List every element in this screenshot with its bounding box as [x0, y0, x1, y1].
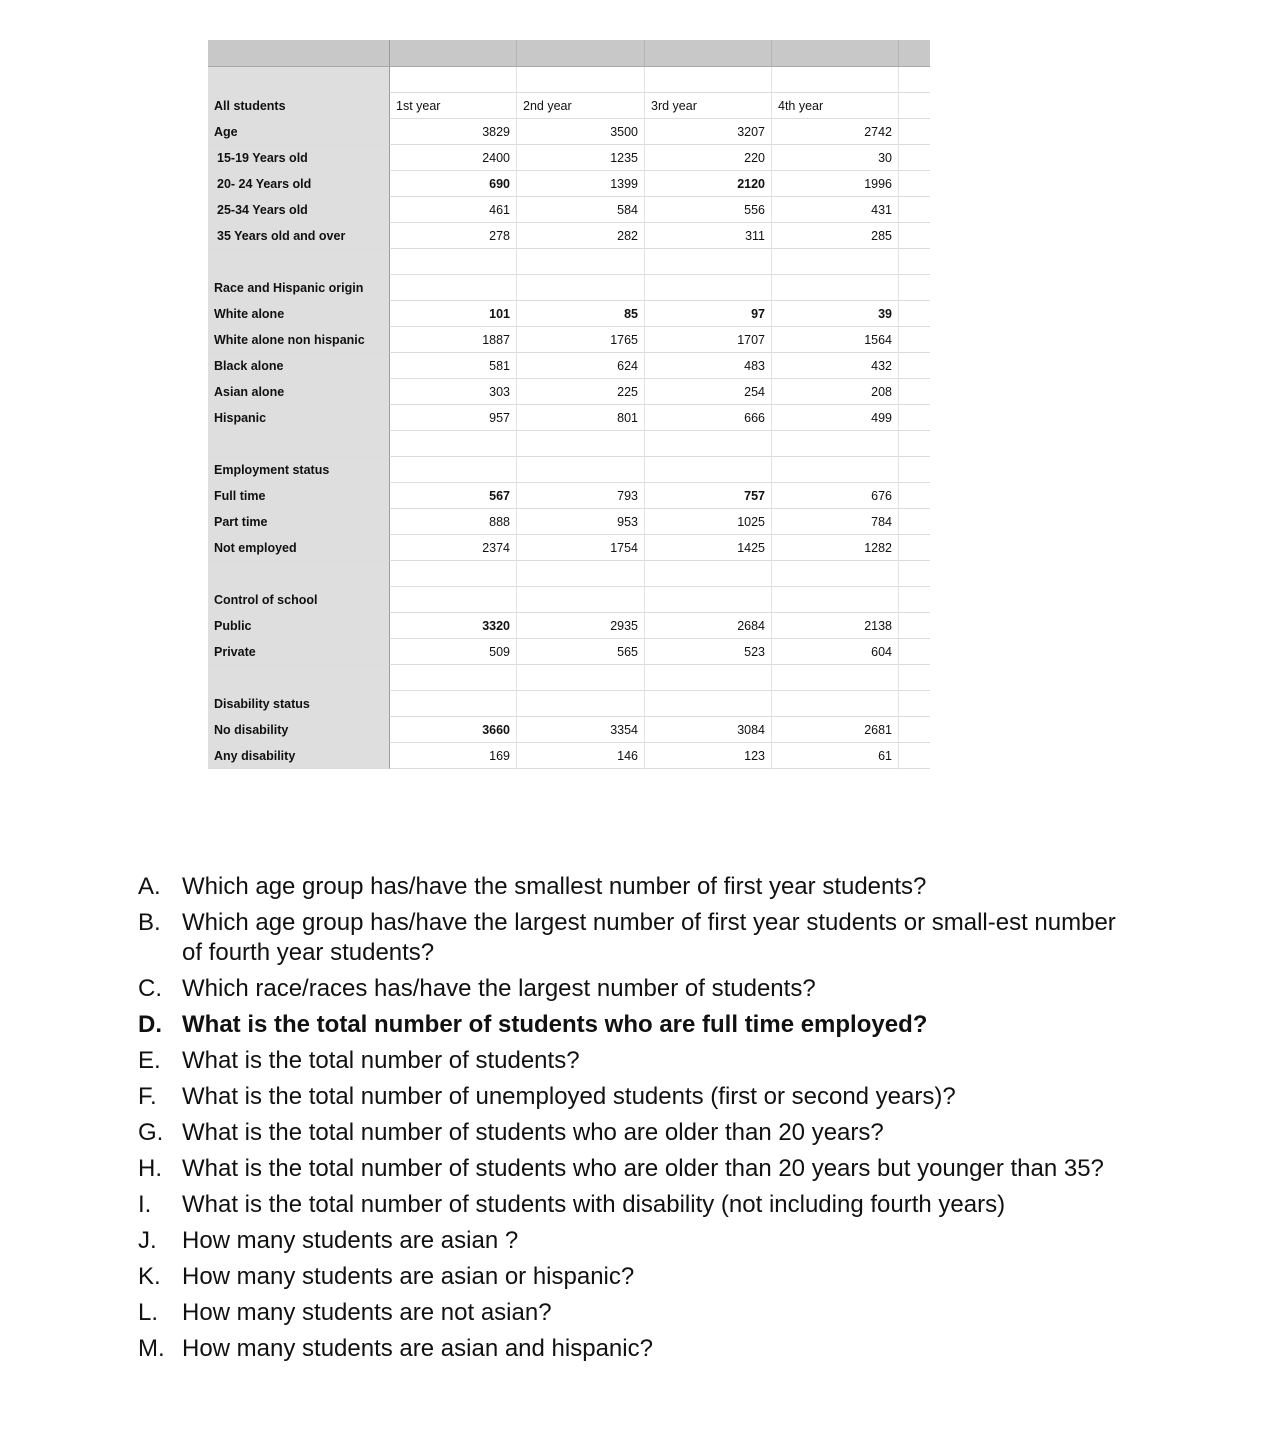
value-cell[interactable]: 624: [517, 353, 645, 379]
row-label[interactable]: 20- 24 Years old: [208, 171, 390, 197]
value-cell[interactable]: 1707: [645, 327, 772, 353]
table-row: [208, 483, 930, 509]
question-letter: M.: [138, 1335, 165, 1362]
spreadsheet-table: [208, 40, 930, 769]
row-label[interactable]: [208, 665, 390, 691]
year-header-2[interactable]: 2nd year: [517, 93, 645, 119]
value-cell[interactable]: [772, 691, 899, 717]
value-cell[interactable]: [390, 691, 517, 717]
table-row: [208, 457, 930, 483]
question-item: [138, 1010, 1118, 1040]
cell[interactable]: [517, 67, 645, 93]
value-cell[interactable]: 220: [645, 145, 772, 171]
value-cell[interactable]: 499: [772, 405, 899, 431]
table-row: [208, 275, 930, 301]
cell[interactable]: [899, 67, 930, 93]
value-cell[interactable]: 3660: [390, 717, 517, 743]
value-cell[interactable]: [645, 457, 772, 483]
value-cell[interactable]: 278: [390, 223, 517, 249]
row-label[interactable]: [208, 431, 390, 457]
table-row: [208, 405, 930, 431]
row-label[interactable]: Full time: [208, 483, 390, 509]
value-cell[interactable]: 3084: [645, 717, 772, 743]
value-cell[interactable]: 2935: [517, 613, 645, 639]
question-letter: K.: [138, 1263, 161, 1290]
value-cell[interactable]: 581: [390, 353, 517, 379]
cell[interactable]: [899, 691, 930, 717]
column-header-c[interactable]: [517, 40, 645, 66]
row-label[interactable]: Part time: [208, 509, 390, 535]
table-row: [208, 587, 930, 613]
question-letter: L.: [138, 1299, 159, 1326]
row-label[interactable]: [208, 561, 390, 587]
table-row: [208, 665, 930, 691]
table-row: [208, 743, 930, 769]
row-label[interactable]: Public: [208, 613, 390, 639]
value-cell[interactable]: [517, 431, 645, 457]
value-cell[interactable]: [390, 431, 517, 457]
question-text: What is the total number of unemployed students (first or second years)?: [182, 1083, 956, 1110]
question-item: [138, 1118, 1118, 1148]
cell[interactable]: [899, 561, 930, 587]
value-cell[interactable]: 2120: [645, 171, 772, 197]
year-header-3[interactable]: 3rd year: [645, 93, 772, 119]
value-cell[interactable]: [517, 561, 645, 587]
value-cell[interactable]: 85: [517, 301, 645, 327]
cell[interactable]: [899, 327, 930, 353]
value-cell[interactable]: 1996: [772, 171, 899, 197]
row-label[interactable]: Disability status: [208, 691, 390, 717]
row-label[interactable]: 15-19 Years old: [208, 145, 390, 171]
value-cell[interactable]: 3829: [390, 119, 517, 145]
value-cell[interactable]: 61: [772, 743, 899, 769]
year-header-1[interactable]: 1st year: [390, 93, 517, 119]
question-item: [138, 1190, 1118, 1220]
value-cell[interactable]: [645, 587, 772, 613]
year-header-4[interactable]: 4th year: [772, 93, 899, 119]
table-row: [208, 353, 930, 379]
question-text: How many students are not asian?: [182, 1299, 552, 1326]
value-cell[interactable]: 784: [772, 509, 899, 535]
row-label[interactable]: White alone: [208, 301, 390, 327]
value-cell[interactable]: [390, 665, 517, 691]
cell[interactable]: [899, 379, 930, 405]
row-label[interactable]: No disability: [208, 717, 390, 743]
table-row: [208, 145, 930, 171]
value-cell[interactable]: 39: [772, 301, 899, 327]
cell[interactable]: [899, 613, 930, 639]
table-row: [208, 197, 930, 223]
value-cell[interactable]: 97: [645, 301, 772, 327]
value-cell[interactable]: [517, 587, 645, 613]
value-cell[interactable]: 3207: [645, 119, 772, 145]
value-cell[interactable]: 3354: [517, 717, 645, 743]
value-cell[interactable]: [772, 249, 899, 275]
value-cell[interactable]: 101: [390, 301, 517, 327]
cell[interactable]: [899, 509, 930, 535]
value-cell[interactable]: 30: [772, 145, 899, 171]
value-cell[interactable]: 123: [645, 743, 772, 769]
row-label[interactable]: Hispanic: [208, 405, 390, 431]
row-label[interactable]: All students: [208, 93, 390, 119]
table-row: [208, 691, 930, 717]
table-row: [208, 561, 930, 587]
question-list: [138, 872, 1118, 1370]
table-row: [208, 327, 930, 353]
cell[interactable]: [899, 249, 930, 275]
question-text: How many students are asian or hispanic?: [182, 1263, 635, 1290]
blank-row: [208, 67, 930, 93]
value-cell[interactable]: [772, 561, 899, 587]
row-label[interactable]: Employment status: [208, 457, 390, 483]
value-cell[interactable]: [390, 457, 517, 483]
value-cell[interactable]: 888: [390, 509, 517, 535]
value-cell[interactable]: 2374: [390, 535, 517, 561]
cell[interactable]: [899, 587, 930, 613]
cell[interactable]: [208, 67, 390, 93]
value-cell[interactable]: 604: [772, 639, 899, 665]
question-text: How many students are asian ?: [182, 1227, 519, 1254]
value-cell[interactable]: 303: [390, 379, 517, 405]
question-text: Which race/races has/have the largest number of students?: [182, 975, 816, 1002]
question-letter: D.: [138, 1011, 162, 1038]
question-text: What is the total number of students who are older than 20 years?: [182, 1119, 884, 1146]
value-cell[interactable]: [645, 561, 772, 587]
value-cell[interactable]: 556: [645, 197, 772, 223]
cell[interactable]: [899, 431, 930, 457]
value-cell[interactable]: [772, 275, 899, 301]
row-label[interactable]: Private: [208, 639, 390, 665]
value-cell[interactable]: 431: [772, 197, 899, 223]
value-cell[interactable]: [517, 275, 645, 301]
table-row: [208, 379, 930, 405]
value-cell[interactable]: 509: [390, 639, 517, 665]
question-letter: J.: [138, 1227, 157, 1254]
column-header-d[interactable]: [645, 40, 772, 66]
question-item: [138, 1262, 1118, 1292]
value-cell[interactable]: 1399: [517, 171, 645, 197]
value-cell[interactable]: 2742: [772, 119, 899, 145]
cell[interactable]: [899, 639, 930, 665]
value-cell[interactable]: [645, 249, 772, 275]
value-cell[interactable]: 3500: [517, 119, 645, 145]
cell[interactable]: [899, 145, 930, 171]
question-item: [138, 1298, 1118, 1328]
question-item: [138, 1082, 1118, 1112]
column-header-e[interactable]: [772, 40, 899, 66]
question-item: [138, 872, 1118, 902]
row-label[interactable]: White alone non hispanic: [208, 327, 390, 353]
question-text: Which age group has/have the largest number of first year students or small-est number of fourth year students?: [182, 909, 1116, 966]
value-cell[interactable]: 1282: [772, 535, 899, 561]
question-item: [138, 908, 1118, 968]
value-cell[interactable]: 1235: [517, 145, 645, 171]
question-text: Which age group has/have the smallest number of first year students?: [182, 873, 927, 900]
row-label[interactable]: [208, 249, 390, 275]
question-text: What is the total number of students with disability (not including fourth years): [182, 1191, 1006, 1218]
cell[interactable]: [899, 405, 930, 431]
value-cell[interactable]: 757: [645, 483, 772, 509]
value-cell[interactable]: [390, 587, 517, 613]
value-cell[interactable]: [772, 431, 899, 457]
value-cell[interactable]: [645, 275, 772, 301]
value-cell[interactable]: [517, 691, 645, 717]
question-text: What is the total number of students who are older than 20 years but younger than 35?: [182, 1155, 1104, 1182]
row-label[interactable]: 25-34 Years old: [208, 197, 390, 223]
question-letter: A.: [138, 873, 161, 900]
cell[interactable]: [899, 197, 930, 223]
value-cell[interactable]: 567: [390, 483, 517, 509]
table-body: [208, 119, 930, 769]
value-cell[interactable]: 169: [390, 743, 517, 769]
value-cell[interactable]: 565: [517, 639, 645, 665]
cell[interactable]: [899, 535, 930, 561]
value-cell[interactable]: [772, 457, 899, 483]
value-cell[interactable]: [390, 561, 517, 587]
column-header-f[interactable]: [899, 40, 930, 66]
question-item: [138, 1154, 1118, 1184]
value-cell[interactable]: 1765: [517, 327, 645, 353]
cell[interactable]: [899, 743, 930, 769]
header-row: [208, 93, 930, 119]
row-label[interactable]: Age: [208, 119, 390, 145]
value-cell[interactable]: 1425: [645, 535, 772, 561]
value-cell[interactable]: 523: [645, 639, 772, 665]
table-row: [208, 717, 930, 743]
value-cell[interactable]: 311: [645, 223, 772, 249]
value-cell[interactable]: [390, 249, 517, 275]
value-cell[interactable]: 282: [517, 223, 645, 249]
table-row: [208, 509, 930, 535]
value-cell[interactable]: 285: [772, 223, 899, 249]
value-cell[interactable]: 432: [772, 353, 899, 379]
value-cell[interactable]: 793: [517, 483, 645, 509]
value-cell[interactable]: 254: [645, 379, 772, 405]
value-cell[interactable]: 2681: [772, 717, 899, 743]
question-letter: B.: [138, 909, 161, 936]
value-cell[interactable]: [772, 665, 899, 691]
table-row: [208, 301, 930, 327]
question-item: [138, 1226, 1118, 1256]
value-cell[interactable]: [390, 275, 517, 301]
question-letter: G.: [138, 1119, 164, 1146]
value-cell[interactable]: 3320: [390, 613, 517, 639]
value-cell[interactable]: 584: [517, 197, 645, 223]
question-letter: C.: [138, 975, 162, 1002]
cell[interactable]: [772, 67, 899, 93]
cell[interactable]: [899, 301, 930, 327]
cell[interactable]: [390, 67, 517, 93]
row-label[interactable]: Control of school: [208, 587, 390, 613]
cell[interactable]: [645, 67, 772, 93]
value-cell[interactable]: [645, 665, 772, 691]
cell[interactable]: [899, 223, 930, 249]
value-cell[interactable]: [517, 665, 645, 691]
table-row: [208, 223, 930, 249]
value-cell[interactable]: 208: [772, 379, 899, 405]
row-label[interactable]: 35 Years old and over: [208, 223, 390, 249]
question-letter: F.: [138, 1083, 157, 1110]
cell[interactable]: [899, 353, 930, 379]
question-text: What is the total number of students?: [182, 1047, 580, 1074]
cell[interactable]: [899, 665, 930, 691]
value-cell[interactable]: 1754: [517, 535, 645, 561]
value-cell[interactable]: 2138: [772, 613, 899, 639]
value-cell[interactable]: 2684: [645, 613, 772, 639]
row-label[interactable]: Black alone: [208, 353, 390, 379]
value-cell[interactable]: 957: [390, 405, 517, 431]
column-header-bar: [208, 40, 930, 67]
table-row: [208, 249, 930, 275]
value-cell[interactable]: 666: [645, 405, 772, 431]
value-cell[interactable]: 801: [517, 405, 645, 431]
table-row: [208, 171, 930, 197]
value-cell[interactable]: 146: [517, 743, 645, 769]
question-item: [138, 974, 1118, 1004]
table-row: [208, 613, 930, 639]
value-cell[interactable]: 1564: [772, 327, 899, 353]
question-letter: I.: [138, 1191, 152, 1218]
table-row: [208, 431, 930, 457]
table-row: [208, 639, 930, 665]
value-cell[interactable]: 225: [517, 379, 645, 405]
value-cell[interactable]: [517, 249, 645, 275]
cell[interactable]: [899, 119, 930, 145]
question-text: What is the total number of students who are full time employed?: [182, 1011, 928, 1038]
cell[interactable]: [899, 457, 930, 483]
row-label[interactable]: Asian alone: [208, 379, 390, 405]
question-text: How many students are asian and hispanic?: [182, 1335, 653, 1362]
value-cell[interactable]: [645, 431, 772, 457]
value-cell[interactable]: [772, 587, 899, 613]
value-cell[interactable]: 483: [645, 353, 772, 379]
row-label[interactable]: Not employed: [208, 535, 390, 561]
value-cell[interactable]: 953: [517, 509, 645, 535]
value-cell[interactable]: 676: [772, 483, 899, 509]
cell[interactable]: [899, 275, 930, 301]
cell[interactable]: [899, 93, 930, 119]
value-cell[interactable]: [645, 691, 772, 717]
value-cell[interactable]: [517, 457, 645, 483]
value-cell[interactable]: 1887: [390, 327, 517, 353]
value-cell[interactable]: 2400: [390, 145, 517, 171]
row-label[interactable]: Any disability: [208, 743, 390, 769]
column-header-a[interactable]: [208, 40, 390, 66]
value-cell[interactable]: 1025: [645, 509, 772, 535]
value-cell[interactable]: 690: [390, 171, 517, 197]
value-cell[interactable]: 461: [390, 197, 517, 223]
table-row: [208, 535, 930, 561]
question-item: [138, 1334, 1118, 1364]
cell[interactable]: [899, 717, 930, 743]
cell[interactable]: [899, 483, 930, 509]
table-row: [208, 119, 930, 145]
question-letter: E.: [138, 1047, 161, 1074]
row-label[interactable]: Race and Hispanic origin: [208, 275, 390, 301]
cell[interactable]: [899, 171, 930, 197]
question-item: [138, 1046, 1118, 1076]
column-header-b[interactable]: [390, 40, 517, 66]
question-letter: H.: [138, 1155, 162, 1182]
